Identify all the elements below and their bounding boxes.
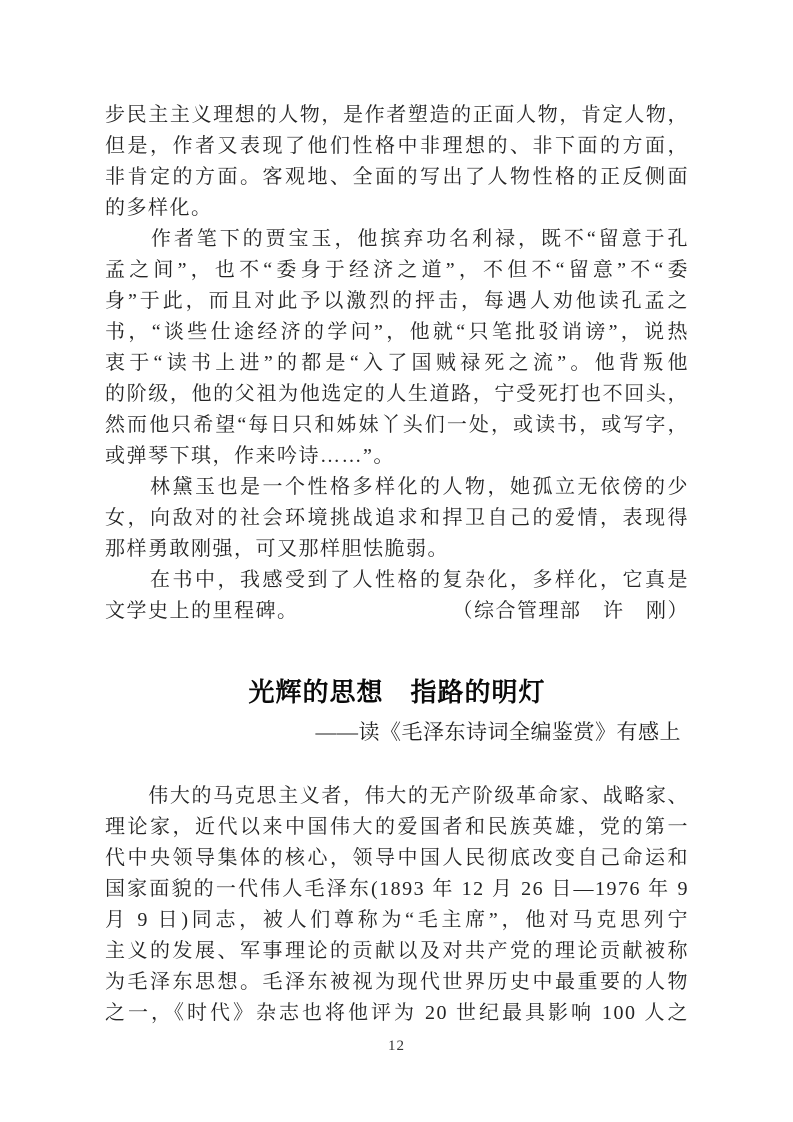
text-line: 孟之间”，也不“委身于经济之道”，不但不“留意”不“委 — [105, 259, 689, 281]
text-line: 月 9 日)同志，被人们尊称为“毛主席”，他对马克思列宁 — [105, 909, 689, 931]
text-line: 或弹琴下琪，作来吟诗……”。 — [105, 445, 395, 467]
closing-text: 文学史上的里程碑。 — [105, 600, 299, 622]
text-line: 在书中，我感受到了人性格的复杂化，多样化，它真是 — [105, 569, 689, 591]
text-line: 那样勇敢刚强，可又那样胆怯脆弱。 — [105, 538, 449, 560]
article-subtitle: ——读《毛泽东诗词全编鉴赏》有感上 — [315, 720, 681, 744]
text-line: 国家面貌的一代伟人毛泽东(1893 年 12 月 26 日—1976 年 9 — [105, 878, 689, 900]
text-line: 衷于“读书上进”的都是“入了国贼禄死之流”。他背叛他 — [105, 352, 689, 374]
text-line: 身”于此，而且对此予以激烈的抨击，每遇人劝他读孔孟之 — [105, 290, 689, 312]
text-line: 伟大的马克思主义者，伟大的无产阶级革命家、战略家、 — [105, 785, 689, 807]
article-title: 光辉的思想 指路的明灯 — [248, 677, 546, 707]
text-line: 之一，《时代》杂志也将他评为 20 世纪最具影响 100 人之 — [105, 1002, 689, 1024]
text-line: 作者笔下的贾宝玉，他摈弃功名利禄，既不“留意于孔 — [105, 228, 689, 250]
text-line: 代中央领导集体的核心，领导中国人民彻底改变自己命运和 — [105, 847, 689, 869]
text-line: 林黛玉也是一个性格多样化的人物，她孤立无依傍的少 — [105, 476, 689, 498]
text-line: 主义的发展、军事理论的贡献以及对共产党的理论贡献被称 — [105, 940, 689, 962]
text-line: 但是，作者又表现了他们性格中非理想的、非下面的方面， — [105, 135, 689, 157]
page-number: 12 — [388, 1038, 405, 1054]
text-line: 理论家，近代以来中国伟大的爱国者和民族英雄，党的第一 — [105, 816, 689, 838]
text-line: 为毛泽东思想。毛泽东被视为现代世界历史中最重要的人物 — [105, 971, 689, 993]
text-line: 非肯定的方面。客观地、全面的写出了人物性格的正反侧面 — [105, 166, 689, 188]
text-line: 书，“谈些仕途经济的学问”，他就“只笔批驳诮谤”，说热 — [105, 321, 689, 343]
author-attribution: （综合管理部 许 刚） — [452, 600, 689, 622]
essay-mao-body — [105, 781, 689, 1029]
closing-line — [105, 596, 689, 627]
text-line: 的阶级，他的父祖为他选定的人生道路，宁受死打也不回头， — [105, 383, 689, 405]
text-line: 的多样化。 — [105, 197, 213, 219]
essay-red-mansions-body — [105, 100, 689, 627]
text-line: 然而他只希望“每日只和姊妹丫头们一处，或读书，或写字， — [105, 414, 689, 436]
text-line: 步民主主义理想的人物，是作者塑造的正面人物，肯定人物， — [105, 104, 689, 126]
text-line: 女，向敌对的社会环境挑战追求和捍卫自己的爱情，表现得 — [105, 507, 689, 529]
